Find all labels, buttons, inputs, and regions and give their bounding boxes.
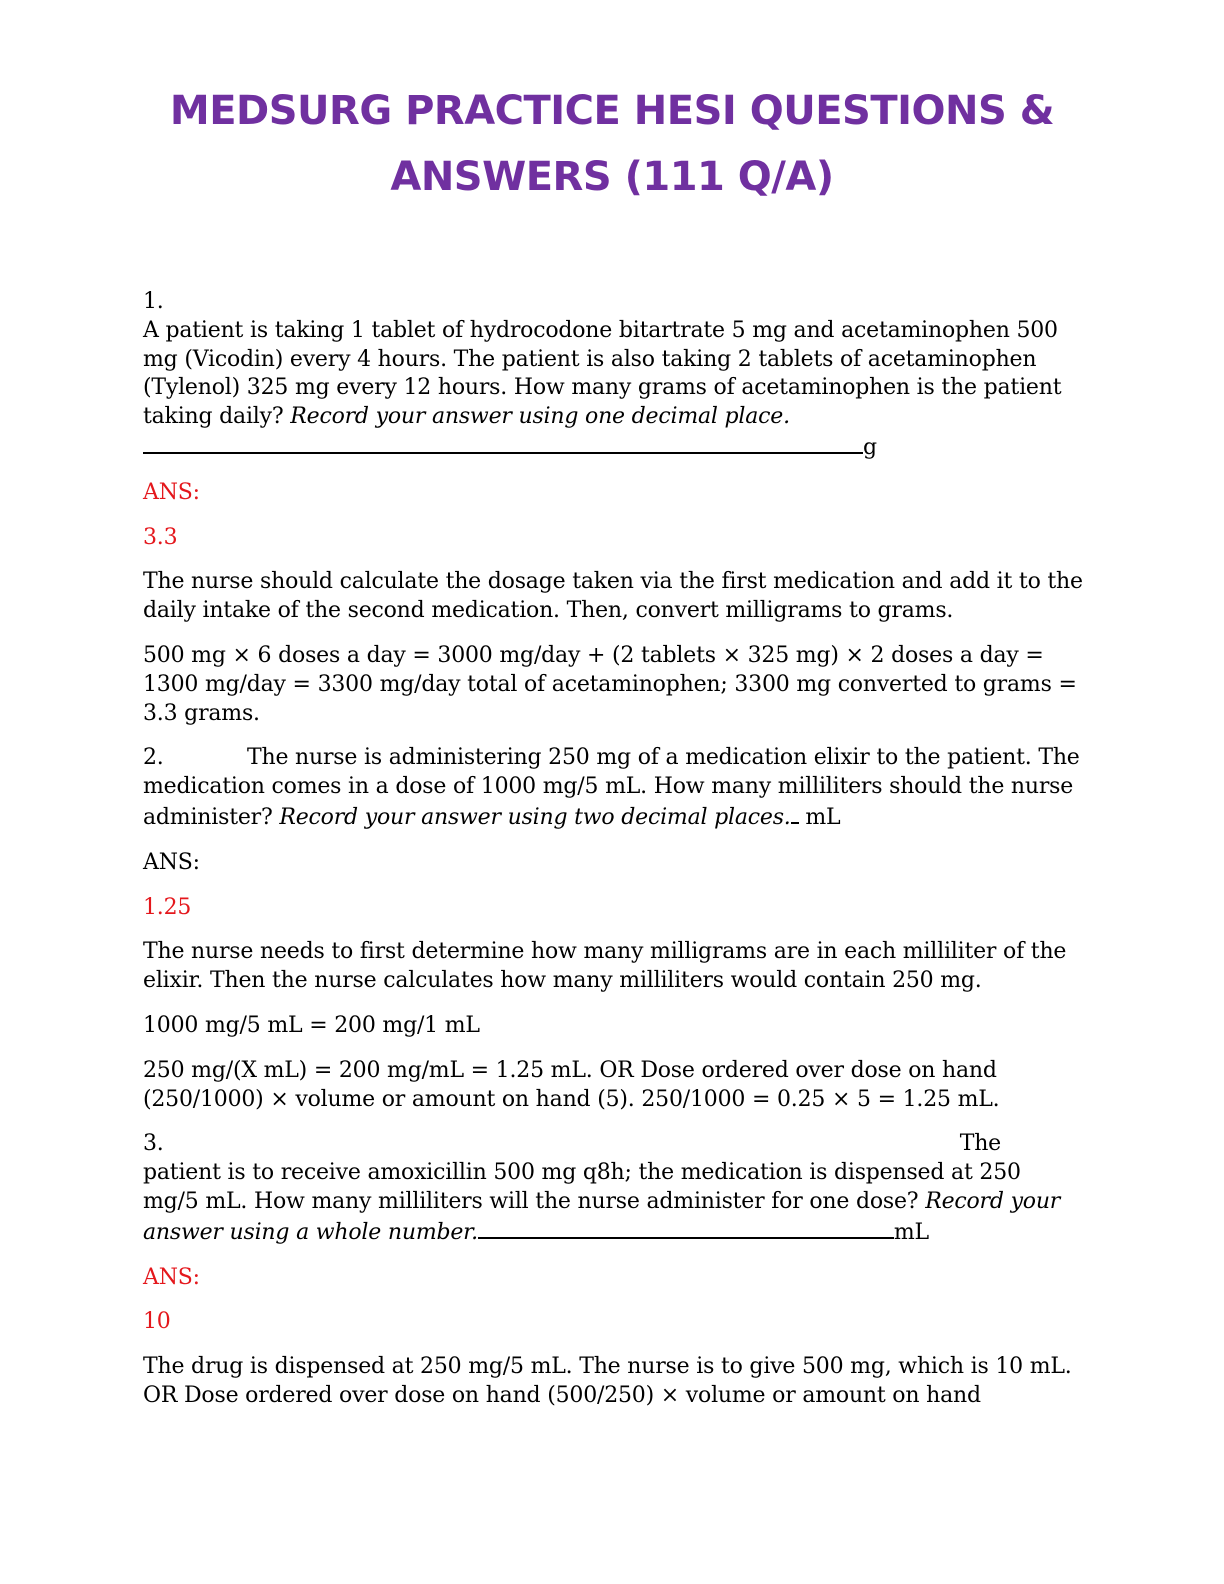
- answer-blank-2: [791, 802, 799, 824]
- answer-blank-3: [478, 1217, 894, 1239]
- answer-label-3: ANS:: [143, 1264, 200, 1290]
- answer-label-2: ANS:: [143, 849, 200, 875]
- answer-value-3: 10: [143, 1309, 171, 1335]
- question-3: 3. The patient is to receive amoxicillin 500 mg q8h; the medication is dispensed at 250 mg/5 mL. How many milliliters will the nurse administer for one dose? Record your answer using a whole number. mL: [143, 1131, 1061, 1245]
- question-1-instruction: Record your answer using one decimal place: [290, 404, 784, 430]
- question-1-text: A patient is taking 1 tablet of hydrocodone bitartrate 5 mg and acetaminophen 500 mg (Vicodin) every 4 hours. The patient is also taking 2 tablets of acetaminophen (Tylenol) 325 mg every 12 hours. How many grams of acetaminophen is the patient taking daily?: [143, 317, 1062, 430]
- question-1-number: 1.: [143, 289, 164, 314]
- title-line-1: MEDSURG PRACTICE HESI QUESTIONS &: [169, 88, 1055, 134]
- question-2: 2. The nurse is administering 250 mg of a medication elixir to the patient. The medication comes in a dose of 1000 mg/5 mL. How many milliliters should the nurse administer? Record your answer using two decimal places. mL: [143, 745, 1080, 830]
- question-1: 1. A patient is taking 1 tablet of hydrocodone bitartrate 5 mg and acetaminophen 500 mg (Vicodin) every 4 hours. The patient is also taking 2 tablets of acetaminophen (Tylenol) 325 mg every 12 hours. How many grams of acetaminophen is the patient taking daily? Record your answer using one decimal place.g: [143, 289, 1062, 460]
- title-line-2: ANSWERS (111 Q/A): [390, 154, 834, 200]
- explanation-2a: The nurse needs to first determine how many milligrams are in each milliliter of the elixir. Then the nurse calculates how many milliliters would contain 250 mg.: [143, 939, 1067, 994]
- question-3-text: patient is to receive amoxicillin 500 mg q8h; the medication is dispensed at 250 mg/5 mL. How many milliliters will the nurse administer for one dose?: [143, 1160, 1021, 1214]
- answer-blank-1: [143, 432, 863, 454]
- question-2-number: 2.: [143, 745, 164, 771]
- explanation-1b: 500 mg × 6 doses a day = 3000 mg/day + (2 tablets × 325 mg) × 2 doses a day = 1300 mg/day = 3300 mg/day total of acetaminophen; 3300 mg converted to grams = 3.3 grams.: [143, 642, 1077, 726]
- explanation-2c: 250 mg/(X mL) = 200 mg/mL = 1.25 mL. OR Dose ordered over dose on hand (250/1000) × volume or amount on hand (5). 250/1000 = 0.25 × 5 = 1.25 mL.: [143, 1057, 1000, 1112]
- question-1-unit: g: [863, 434, 877, 460]
- question-3-instruction-a: Record: [925, 1188, 1004, 1214]
- answer-value-2: 1.25: [143, 894, 192, 920]
- question-2-instruction: Record your answer using two decimal places: [279, 804, 784, 830]
- question-3-first-word: The: [959, 1131, 1001, 1157]
- explanation-2b: 1000 mg/5 mL = 200 mg/1 mL: [143, 1012, 480, 1038]
- explanation-1a: The nurse should calculate the dosage taken via the first medication and add it to the daily intake of the second medication. Then, convert milligrams to grams.: [143, 569, 1083, 624]
- question-3-number: 3.: [143, 1131, 164, 1157]
- question-3-instruction-b: your answer using a whole number: [143, 1188, 1061, 1245]
- document-body: [143, 288, 1083, 1427]
- document-title: [0, 78, 1224, 210]
- question-2-text: The nurse is administering 250 mg of a medication elixir to the patient. The medication comes in a dose of 1000 mg/5 mL. How many milliliters should the nurse administer?: [143, 745, 1080, 830]
- answer-value-1: 3.3: [143, 524, 178, 550]
- question-3-unit: mL: [893, 1219, 929, 1245]
- answer-label-1: ANS:: [143, 479, 200, 505]
- explanation-3a: The drug is dispensed at 250 mg/5 mL. The nurse is to give 500 mg, which is 10 mL. OR Dose ordered over dose on hand (500/250) × volume or amount on hand: [143, 1354, 1072, 1408]
- question-2-unit: mL: [805, 804, 841, 830]
